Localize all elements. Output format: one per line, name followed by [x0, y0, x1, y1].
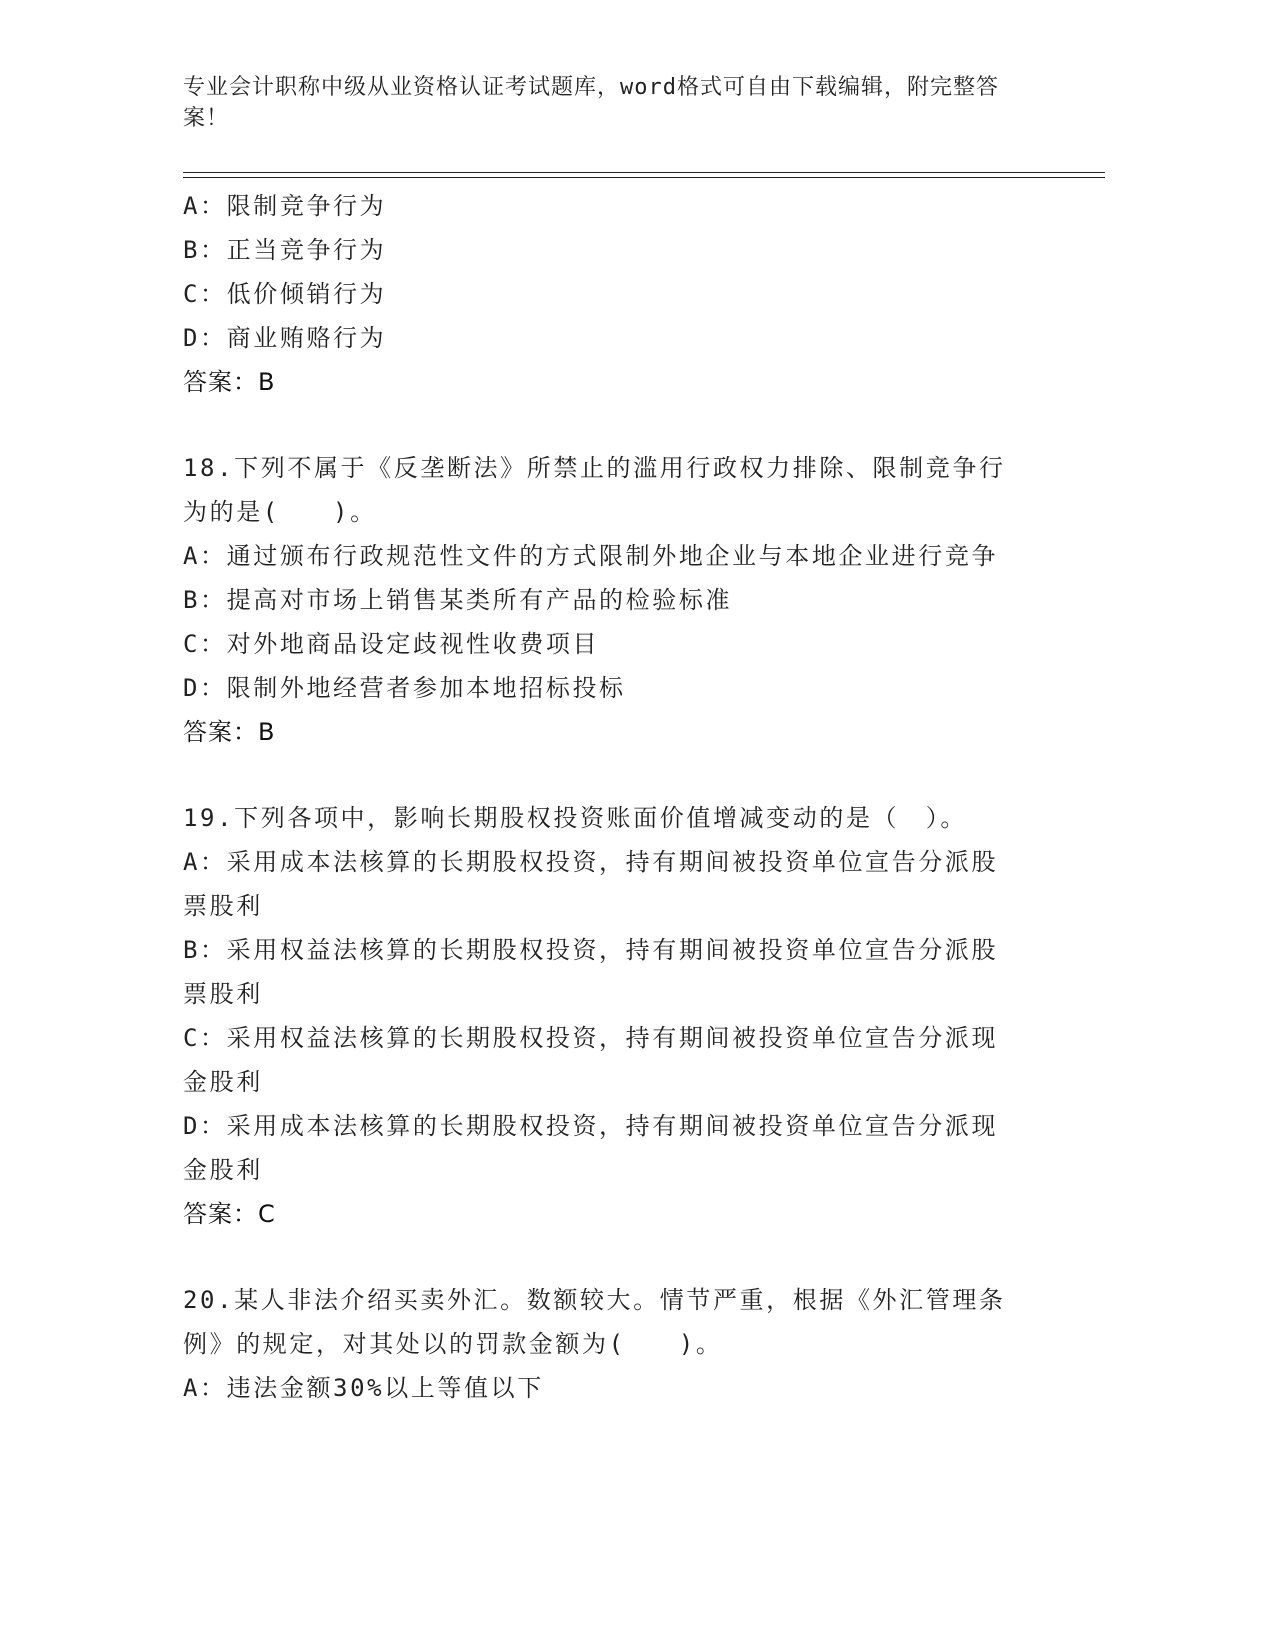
spacer: [183, 1236, 1043, 1278]
header-divider-bottom: [183, 177, 1105, 178]
question-stem-continued: 为的是( )。: [183, 498, 377, 526]
option-a: A：限制竞争行为: [183, 192, 387, 220]
answer: 答案：B: [183, 368, 276, 396]
option-d-continued: 金股利: [183, 1156, 263, 1184]
question-17: [183, 184, 1043, 404]
question-19: [183, 796, 1043, 1236]
option-b: B：正当竞争行为: [183, 236, 387, 264]
option-b-continued: 票股利: [183, 980, 263, 1008]
header-divider-top: [183, 172, 1105, 173]
question-18: [183, 446, 1043, 754]
option-d: D：采用成本法核算的长期股权投资，持有期间被投资单位宣告分派现: [183, 1112, 999, 1140]
option-b: B：提高对市场上销售某类所有产品的检验标准: [183, 586, 733, 614]
question-stem: 18.下列不属于《反垄断法》所禁止的滥用行政权力排除、限制竞争行: [183, 454, 1006, 482]
option-c-continued: 金股利: [183, 1068, 263, 1096]
option-d: D：商业贿赂行为: [183, 324, 387, 352]
question-20: [183, 1278, 1043, 1410]
option-c: C：对外地商品设定歧视性收费项目: [183, 630, 600, 658]
spacer: [183, 404, 1043, 446]
answer: 答案：B: [183, 718, 276, 746]
question-stem: 20.某人非法介绍买卖外汇。数额较大。情节严重，根据《外汇管理条: [183, 1286, 1006, 1314]
option-a: A：通过颁布行政规范性文件的方式限制外地企业与本地企业进行竞争: [183, 542, 999, 570]
option-a: A：采用成本法核算的长期股权投资，持有期间被投资单位宣告分派股: [183, 848, 999, 876]
spacer: [183, 754, 1043, 796]
option-c: C：低价倾销行为: [183, 280, 387, 308]
question-stem-continued: 例》的规定，对其处以的罚款金额为( )。: [183, 1330, 723, 1358]
option-b: B：采用权益法核算的长期股权投资，持有期间被投资单位宣告分派股: [183, 936, 999, 964]
option-d: D：限制外地经营者参加本地招标投标: [183, 674, 626, 702]
option-a-continued: 票股利: [183, 892, 263, 920]
answer: 答案：C: [183, 1200, 276, 1228]
page-header: 专业会计职称中级从业资格认证考试题库，word格式可自由下载编辑，附完整答案！: [183, 75, 999, 131]
question-list: [183, 184, 1043, 1410]
question-stem: 19.下列各项中，影响长期股权投资账面价值增减变动的是（ ）。: [183, 804, 967, 832]
option-a: A：违法金额30%以上等值以下: [183, 1374, 544, 1402]
option-c: C：采用权益法核算的长期股权投资，持有期间被投资单位宣告分派现: [183, 1024, 999, 1052]
